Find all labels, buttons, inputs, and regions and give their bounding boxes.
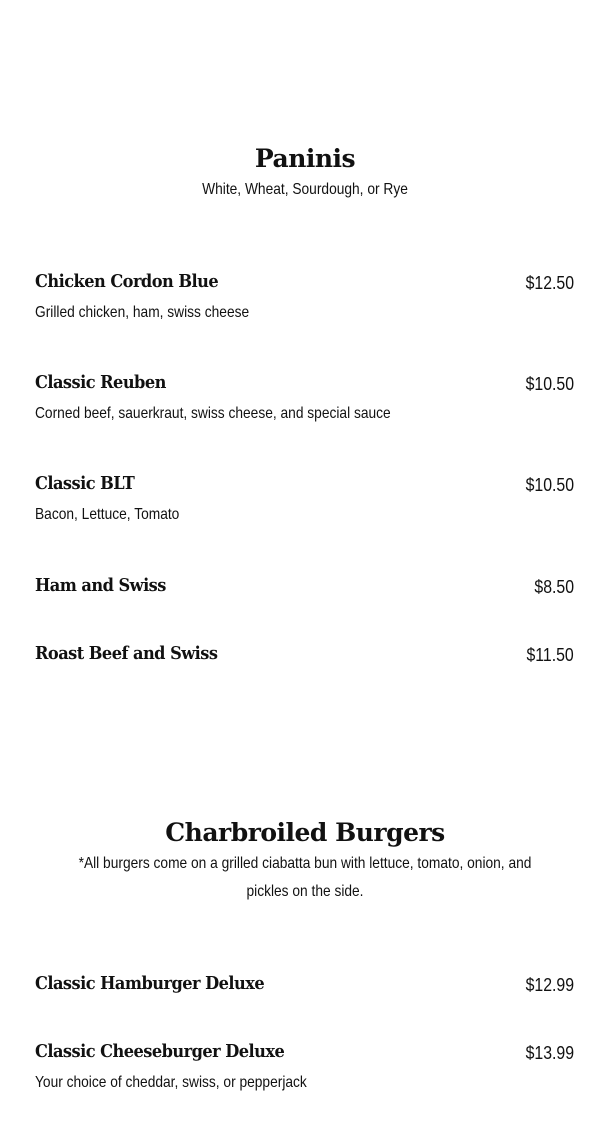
section-title-burgers: Charbroiled Burgers xyxy=(165,818,445,847)
item-name: Classic BLT xyxy=(35,473,135,494)
item-price: $11.50 xyxy=(526,645,574,665)
item-price: $10.50 xyxy=(525,374,574,394)
item-price: $12.50 xyxy=(525,273,574,293)
section-title-paninis: Paninis xyxy=(254,144,356,173)
item-price: $10.50 xyxy=(525,475,574,495)
item-price: $12.99 xyxy=(525,975,574,995)
section-subtitle-paninis: White, Wheat, Sourdough, or Rye xyxy=(202,181,408,198)
item-name: Classic Reuben xyxy=(35,372,166,393)
section-subtitle-burgers: *All burgers come on a grilled ciabatta bun with lettuce, tomato, onion, and pickles on the side. xyxy=(78,855,532,900)
item-name: Classic Hamburger Deluxe xyxy=(35,973,265,994)
item-name: Ham and Swiss xyxy=(35,575,166,596)
item-name: Chicken Cordon Blue xyxy=(35,271,219,292)
item-price: $13.99 xyxy=(525,1043,574,1063)
item-description: Your choice of cheddar, swiss, or pepperjack xyxy=(35,1074,307,1091)
item-description: Bacon, Lettuce, Tomato xyxy=(35,506,180,523)
item-name: Classic Cheeseburger Deluxe xyxy=(35,1041,285,1062)
item-description: Grilled chicken, ham, swiss cheese xyxy=(35,304,250,321)
item-price: $8.50 xyxy=(534,577,574,597)
item-name: Roast Beef and Swiss xyxy=(35,643,218,664)
item-description: Corned beef, sauerkraut, swiss cheese, and special sauce xyxy=(35,405,391,422)
